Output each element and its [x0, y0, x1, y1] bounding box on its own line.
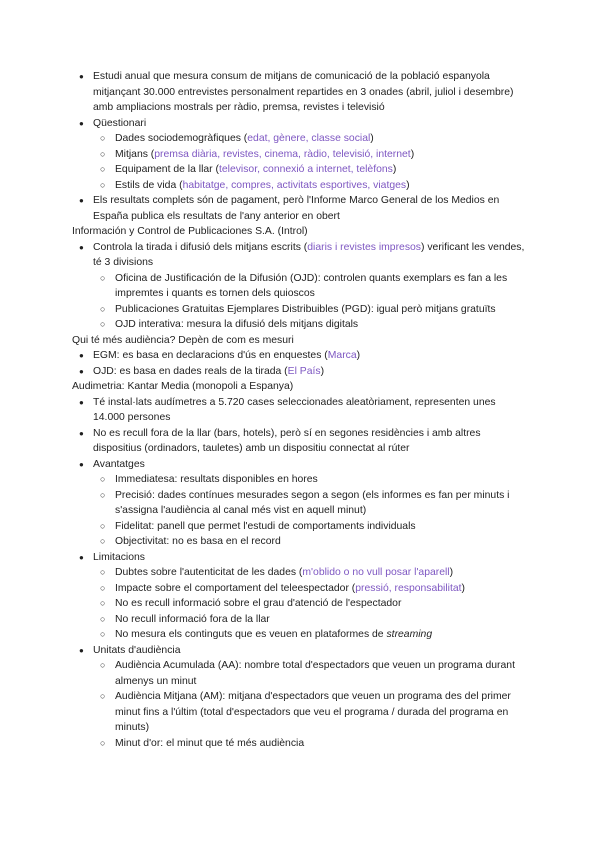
section-heading: Información y Control de Publicaciones S.A. (Introl): [72, 226, 308, 237]
item-text: ): [449, 567, 454, 578]
item-text: ): [356, 350, 361, 361]
sub-list-item: [72, 581, 530, 597]
item-text: OJD interativa: mesura la difusió dels mitjans digitals: [115, 319, 359, 330]
item-text: Audiència Acumulada (AA): nombre total d'espectadors que veuen un programa durant almenys un minut: [115, 660, 515, 687]
list-item: [72, 69, 530, 116]
item-text: Té instal·lats audímetres a 5.720 cases seleccionades aleatòriament, representen unes 14.000 persones: [93, 396, 496, 423]
list-item: [72, 643, 530, 659]
item-text: ): [370, 133, 374, 144]
section-heading: Audimetria: Kantar Media (monopoli a Espanya): [72, 381, 294, 392]
item-text: No es recull fora de la llar (bars, hotels), però sí en segones residències i amb altres dispositius (ordinadors, tauletes) amb un dispositiu connectat al rúter: [93, 427, 481, 454]
item-text: No es recull informació sobre el grau d'atenció de l'espectador: [115, 598, 402, 609]
list-item: [72, 193, 530, 224]
highlight-text: habitatge, compres, activitats esportives, viatges: [182, 179, 407, 191]
highlight-text: premsa diària, revistes, cinema, ràdio, televisió, internet: [154, 148, 411, 160]
sub-list-item: [72, 147, 530, 163]
sub-list-item: [72, 178, 530, 194]
list-item: [72, 457, 530, 473]
highlight-text: edat, gènere, classe social: [247, 133, 371, 144]
item-text: No mesura els continguts que es veuen en plataformes de: [115, 629, 387, 640]
section-heading: Qui té més audiència? Depèn de com es mesuri: [72, 334, 294, 346]
item-text: Publicaciones Gratuitas Ejemplares Distribuibles (PGD): igual però mitjans gratuïts: [115, 303, 496, 315]
list-item: [72, 348, 530, 364]
sub-list-item: [72, 488, 530, 519]
item-text: OJD: es basa en dades reals de la tirada (: [93, 365, 288, 377]
highlight-text: m'oblido o no vull posar l'aparell: [302, 567, 450, 578]
item-text: Els resultats complets són de pagament, però l'Informe Marco General de los Medios en España publica els resultats de l'any anterior en obert: [93, 195, 500, 222]
list-item: [72, 550, 530, 566]
list-item: [72, 240, 530, 271]
item-text: Oficina de Justificación de la Difusión (OJD): controlen quants exemplars es fan a les impremtes i quants es tornen dels quioscos: [115, 272, 508, 299]
highlight-text: televisor, connexió a internet, telèfons: [218, 164, 393, 175]
highlight-text: diaris i revistes impresos: [307, 241, 421, 253]
item-text: Limitacions: [93, 551, 145, 563]
sub-list-item: [72, 534, 530, 550]
sub-list-item: [72, 302, 530, 318]
item-text: ) verificant les vendes, té 3 divisions: [93, 241, 525, 268]
italic-text: streaming: [386, 629, 433, 640]
highlight-text: Marca: [327, 350, 357, 361]
item-text: Audiència Mitjana (AM): mitjana d'espectadors que veuen un programa des del primer minut fins a l'últim (total d'espectadors que veu el programa / durada del programa en minuts): [115, 691, 511, 733]
item-text: Mitjans (: [115, 148, 155, 160]
sub-list-item: [72, 612, 530, 628]
item-text: Fidelitat: panell que permet l'estudi de comportaments individuals: [115, 520, 416, 532]
item-text: Precisió: dades contínues mesurades segon a segon (els informes es fan per minuts i s'assigna l'audiència al canal més vist en aquell minut): [115, 489, 510, 516]
highlight-text: El País: [287, 365, 321, 377]
item-text: Immediatesa: resultats disponibles en hores: [115, 474, 318, 485]
item-text: ): [461, 582, 466, 594]
sub-list-item: [72, 736, 530, 752]
sub-list-item: [72, 627, 530, 643]
item-text: Dades sociodemogràfiques (: [115, 133, 248, 144]
sub-list-item: [72, 565, 530, 581]
sub-list-item: [72, 162, 530, 178]
sub-list-item: [72, 317, 530, 333]
list-item: [72, 364, 530, 380]
sub-list-item: [72, 271, 530, 302]
sub-list-item: [72, 596, 530, 612]
item-text: Minut d'or: el minut que té més audiència: [115, 737, 305, 749]
item-text: Objectivitat: no es basa en el record: [115, 536, 281, 547]
item-text: Estils de vida (: [115, 179, 183, 191]
sub-list-item: [72, 658, 530, 689]
item-text: Avantatges: [93, 458, 145, 470]
item-text: ): [406, 179, 410, 191]
item-text: Equipament de la llar (: [115, 164, 219, 175]
list-item: [72, 116, 530, 132]
sub-list-item: [72, 689, 530, 736]
item-text: Controla la tirada i difusió dels mitjans escrits (: [93, 241, 308, 253]
list-item: [72, 395, 530, 426]
item-text: ): [320, 365, 325, 377]
sub-list-item: [72, 472, 530, 488]
item-text: Estudi anual que mesura consum de mitjans de comunicació de la població espanyola mitjançant 30.000 entrevistes personalment repartides en 3 onades (abril, juliol i desembre) amb ampliacions mostrals per ràdio, premsa, revistes i televisió: [93, 71, 514, 113]
sub-list-item: [72, 131, 530, 147]
list-item: [72, 426, 530, 457]
item-text: No recull informació fora de la llar: [115, 613, 270, 625]
highlight-text: pressió, responsabilitat: [355, 582, 462, 594]
item-text: Impacte sobre el comportament del teleespectador (: [115, 582, 356, 594]
item-text: ): [410, 148, 415, 160]
item-text: Unitats d'audiència: [93, 644, 181, 656]
item-text: EGM: es basa en declaracions d'ús en enquestes (: [93, 350, 328, 361]
item-text: Dubtes sobre l'autenticitat de les dades (: [115, 567, 303, 578]
item-text: ): [392, 164, 397, 175]
sub-list-item: [72, 519, 530, 535]
document-page: [72, 69, 530, 751]
item-text: Qüestionari: [93, 117, 147, 129]
